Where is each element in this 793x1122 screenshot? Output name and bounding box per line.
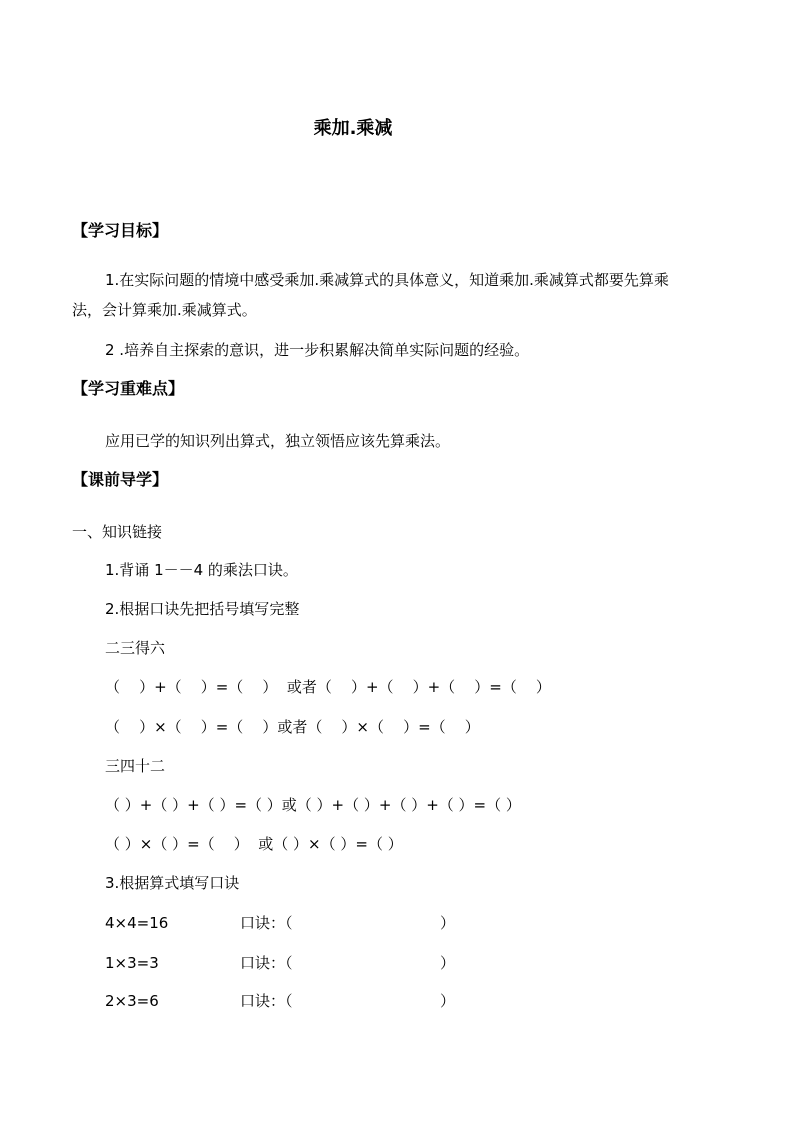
exercise-1-close: ） — [440, 914, 456, 932]
keypoints-heading: 【学习重难点】 — [72, 379, 185, 398]
page-title: 乘加.乘减 — [313, 118, 393, 139]
rhyme-1-addition-blanks: （ ）+（ ）=（ ） 或者（ ）+（ ）+（ ）=（ ） — [105, 678, 551, 696]
knowledge-link-heading: 一、知识链接 — [72, 523, 163, 541]
goal-1-line-2: 法，会计算乘加.乘减算式。 — [72, 301, 257, 319]
preview-heading: 【课前导学】 — [72, 470, 169, 489]
goal-1-line-1: 1.在实际问题的情境中感受乘加.乘减算式的具体意义，知道乘加.乘减算式都要先算乘 — [105, 271, 669, 289]
goals-heading: 【学习目标】 — [72, 221, 169, 240]
rhyme-2-addition-blanks: （ ）+（ ）+（ ）=（ ）或（ ）+（ ）+（ ）+（ ）=（ ） — [105, 796, 521, 814]
rhyme-2-multiplication-blanks: （ ）×（ ）=（ ） 或（ ）×（ ）=（ ） — [105, 835, 403, 853]
exercise-1-equation: 4×4=16 — [105, 914, 169, 932]
rhyme-2: 三四十二 — [105, 757, 166, 775]
rhyme-1: 二三得六 — [105, 639, 166, 657]
exercise-2-label: 口诀：（ — [240, 954, 293, 972]
exercise-3-close: ） — [440, 992, 456, 1010]
exercise-2-equation: 1×3=3 — [105, 954, 159, 972]
item-1: 1.背诵 1－－4 的乘法口诀。 — [105, 561, 298, 579]
exercise-3-equation: 2×3=6 — [105, 992, 159, 1010]
keypoints-text: 应用已学的知识列出算式，独立领悟应该先算乘法。 — [105, 432, 451, 450]
exercise-3-label: 口诀：（ — [240, 992, 293, 1010]
exercise-2-close: ） — [440, 954, 456, 972]
rhyme-1-multiplication-blanks: （ ）×（ ）=（ ）或者（ ）×（ ）=（ ） — [105, 718, 480, 736]
exercise-1-label: 口诀：（ — [240, 914, 293, 932]
goal-2: 2 .培养自主探索的意识，进一步积累解决简单实际问题的经验。 — [105, 341, 530, 359]
item-2: 2.根据口诀先把括号填写完整 — [105, 600, 300, 618]
item-3: 3.根据算式填写口诀 — [105, 874, 240, 892]
